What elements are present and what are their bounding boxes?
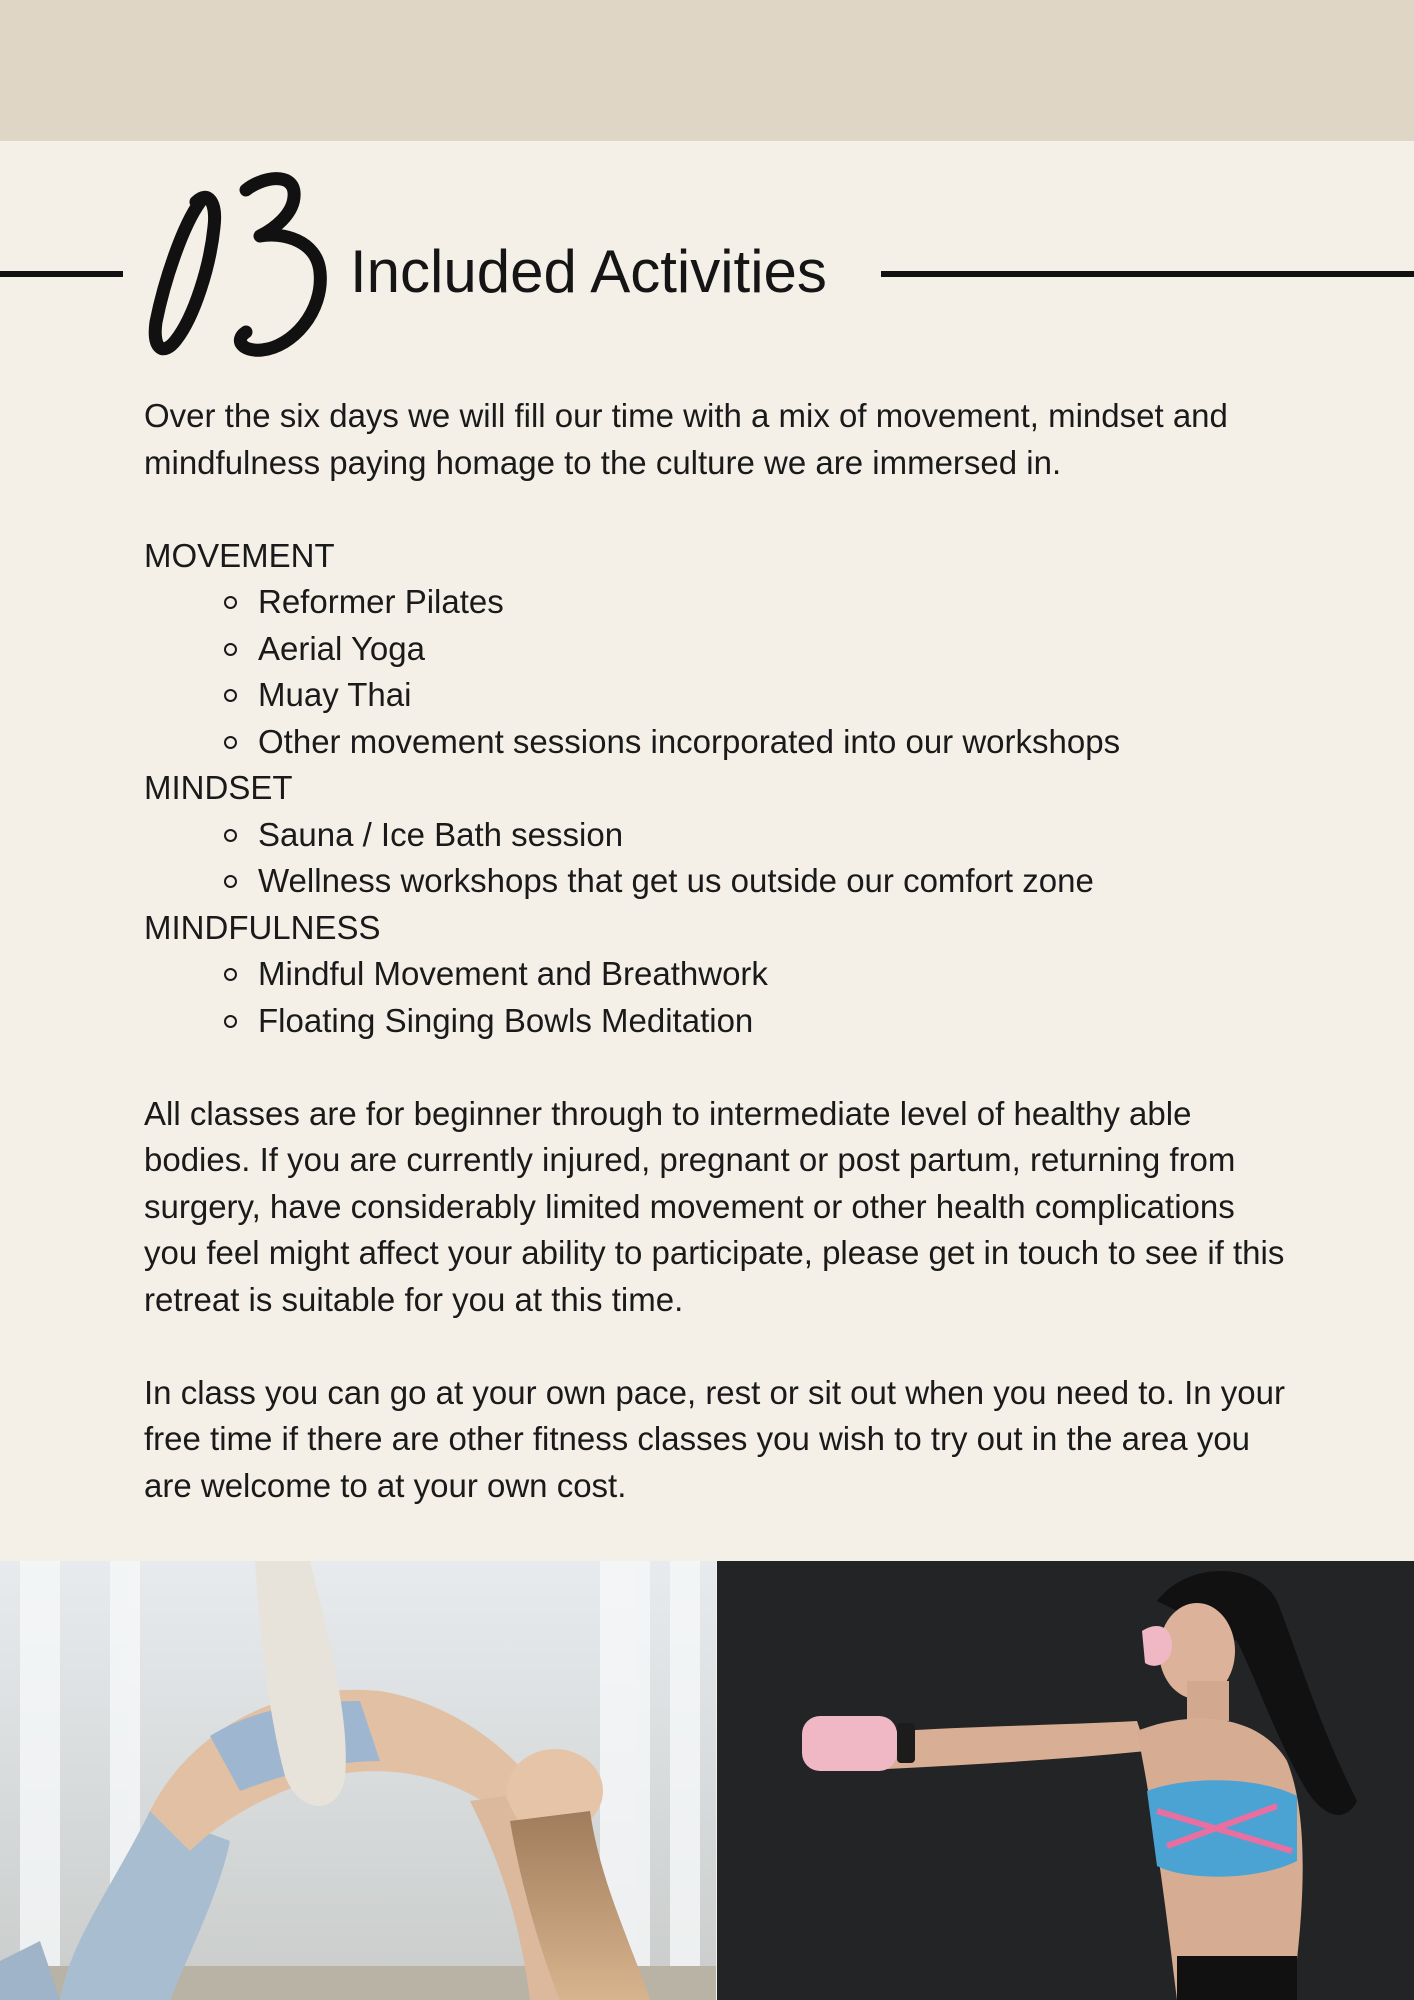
list-item: Muay Thai [258, 672, 1294, 719]
section-title: Included Activities [350, 238, 827, 305]
pace-paragraph: In class you can go at your own pace, rest or sit out when you need to. In your free time if there are other fitness classes you wish to try out in the area you are welcome to at your own cost. [144, 1373, 1285, 1504]
intro-paragraph: Over the six days we will fill our time with a mix of movement, mindset and mindfulness paying homage to the culture we are immersed in. [144, 397, 1228, 481]
top-band [0, 0, 1414, 141]
mindset-list [144, 812, 1294, 905]
list-item: Sauna / Ice Bath session [258, 812, 1294, 859]
category-movement: MOVEMENT [144, 536, 335, 574]
activities-content [144, 393, 1294, 1509]
list-item: Mindful Movement and Breathwork [258, 951, 1294, 998]
category-mindfulness: MINDFULNESS [144, 908, 381, 946]
eligibility-paragraph: All classes are for beginner through to intermediate level of healthy able bodies. If you are currently injured, pregnant or post partum, returning from surgery, have considerably limited movement or other health complications you feel might affect your ability to participate, please get in touch to see if this retreat is suitable for you at this time. [144, 1094, 1285, 1318]
list-item: Reformer Pilates [258, 579, 1294, 626]
list-item: Floating Singing Bowls Meditation [258, 998, 1294, 1045]
divider-line-left [0, 271, 123, 277]
movement-list [144, 579, 1294, 765]
category-mindset: MINDSET [144, 769, 293, 806]
mindfulness-list [144, 951, 1294, 1044]
list-item: Aerial Yoga [258, 626, 1294, 673]
divider-line-right [881, 271, 1414, 277]
muay-thai-photo [717, 1561, 1414, 2000]
aerial-yoga-photo [0, 1561, 716, 2000]
list-item: Wellness workshops that get us outside our comfort zone [258, 858, 1294, 905]
list-item: Other movement sessions incorporated into our workshops [258, 719, 1294, 766]
section-number-03 [142, 172, 347, 372]
